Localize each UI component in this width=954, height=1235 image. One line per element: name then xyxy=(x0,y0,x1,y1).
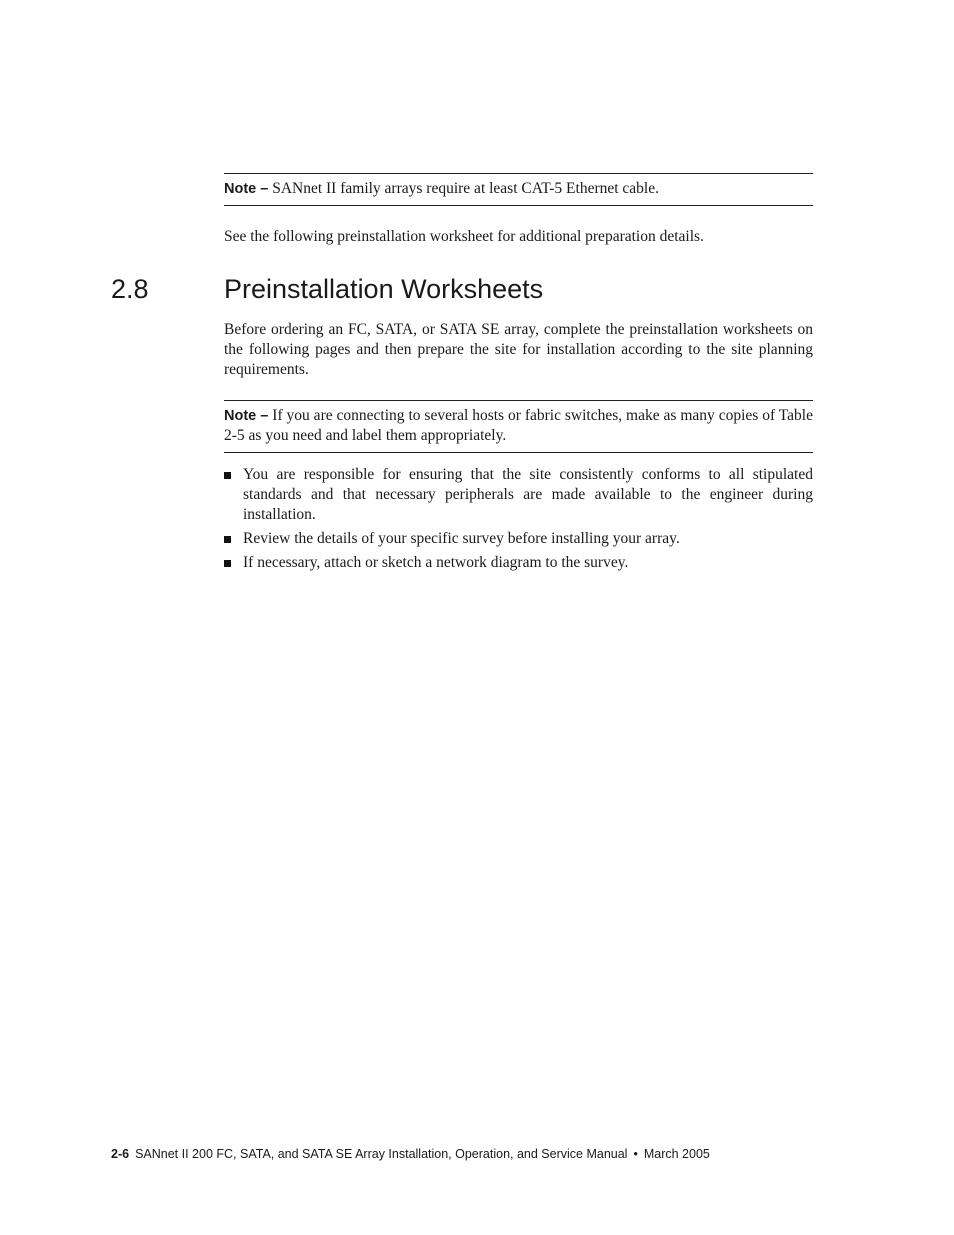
list-item xyxy=(224,529,813,549)
note-ethernet-cable xyxy=(224,173,813,206)
manual-title: SANnet II 200 FC, SATA, and SATA SE Array Installation, Operation, and Service Manual xyxy=(135,1147,628,1161)
square-bullet-icon xyxy=(224,536,231,543)
note-multiple-hosts xyxy=(224,400,813,453)
page-number: 2-6 xyxy=(111,1147,130,1161)
section-number: 2.8 xyxy=(111,274,149,304)
note-label: Note – xyxy=(224,181,269,197)
square-bullet-icon xyxy=(224,560,231,567)
body-paragraph: Before ordering an FC, SATA, or SATA SE array, complete the preinstallation worksheets on the following pages and then prepare the site for installation according to the site planning requirements. xyxy=(224,321,813,378)
section-title: Preinstallation Worksheets xyxy=(224,274,544,304)
requirements-list xyxy=(224,465,813,577)
intro-paragraph: See the following preinstallation worksheet for additional preparation details. xyxy=(224,228,704,245)
note-text: If you are connecting to several hosts or fabric switches, make as many copies of Table 2-5 as you need and label them appropriately. xyxy=(224,407,813,444)
list-item xyxy=(224,465,813,525)
square-bullet-icon xyxy=(224,472,231,479)
list-item-text: Review the details of your specific survey before installing your array. xyxy=(243,530,680,547)
footer-separator: • xyxy=(633,1147,638,1161)
list-item-text: You are responsible for ensuring that the site consistently conforms to all stipulated standards and that necessary peripherals are made available to the engineer during installation. xyxy=(243,466,813,523)
page-footer xyxy=(111,1146,710,1162)
note-label: Note – xyxy=(224,408,269,424)
list-item xyxy=(224,553,813,573)
note-text: SANnet II family arrays require at least CAT-5 Ethernet cable. xyxy=(272,180,659,197)
publication-date: March 2005 xyxy=(643,1147,710,1161)
list-item-text: If necessary, attach or sketch a network diagram to the survey. xyxy=(243,554,629,571)
